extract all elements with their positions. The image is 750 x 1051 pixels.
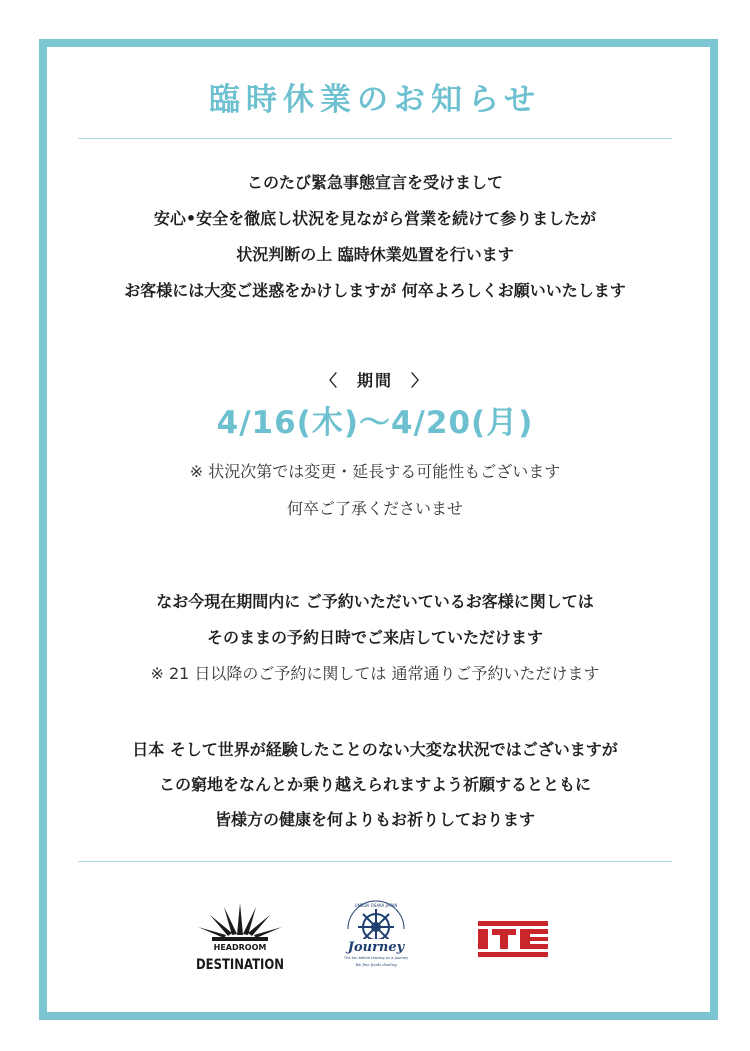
reservation-line-2: そのままの予約日時でご来店していただけます — [206, 628, 543, 647]
logo-journey-arc-text: UMEDA OSAKA JAPAN — [354, 903, 398, 908]
intro-line-3: 状況判断の上 臨時休業処置を行います — [236, 245, 514, 264]
divider-top — [78, 138, 672, 139]
intro-line-4: お客様には大変ご迷惑をかけしますが 何卒よろしくお願いいたします — [124, 281, 626, 300]
ite-block-mark — [478, 921, 548, 957]
logo-journey-sub: We fine foods dealing — [355, 962, 397, 967]
logo-journey-text: Journey — [347, 940, 405, 955]
logo-row — [0, 895, 750, 975]
reservation-line-1: なお今現在期間内に ご予約いただいているお客様に関しては — [156, 592, 594, 611]
journey-logo — [336, 903, 416, 969]
reservation-note: ※ 21 日以降のご予約に関しては 通常通りご予約いただけます — [150, 664, 600, 683]
closing-line-1: 日本 そして世界が経験したことのない大変な状況ではございますが — [132, 740, 618, 759]
logo-journey-tagline: The fun before leaving on a journey — [343, 956, 409, 960]
closing-line-2: この窮地をなんとか乗り越えられますよう祈願するとともに — [158, 775, 591, 794]
crown-rays-icon — [198, 903, 282, 941]
intro-line-1: このたび緊急事態宣言を受けまして — [246, 173, 503, 192]
closure-dates: 4/16(木)〜4/20(月) — [216, 405, 534, 441]
period-note-2: 何卒ご了承くださいませ — [286, 499, 463, 518]
intro-line-2: 安心•安全を徹底し状況を見ながら営業を続けて参りましたが — [153, 209, 597, 228]
logo-destination-text: DESTINATION — [196, 957, 284, 973]
headroom-destination-logo — [194, 901, 286, 973]
closing-line-3: 皆様方の健康を何よりもお祈りしております — [214, 810, 535, 829]
logo-headroom-text: HEADROOM — [213, 943, 267, 952]
period-note-1: ※ 状況次第では変更・延長する可能性もございます — [189, 462, 561, 481]
divider-bottom — [78, 861, 672, 862]
notice-title: 臨時休業のお知らせ — [208, 82, 542, 118]
period-label: 〈 期間 〉 — [320, 371, 429, 390]
ite-logo — [478, 921, 548, 957]
